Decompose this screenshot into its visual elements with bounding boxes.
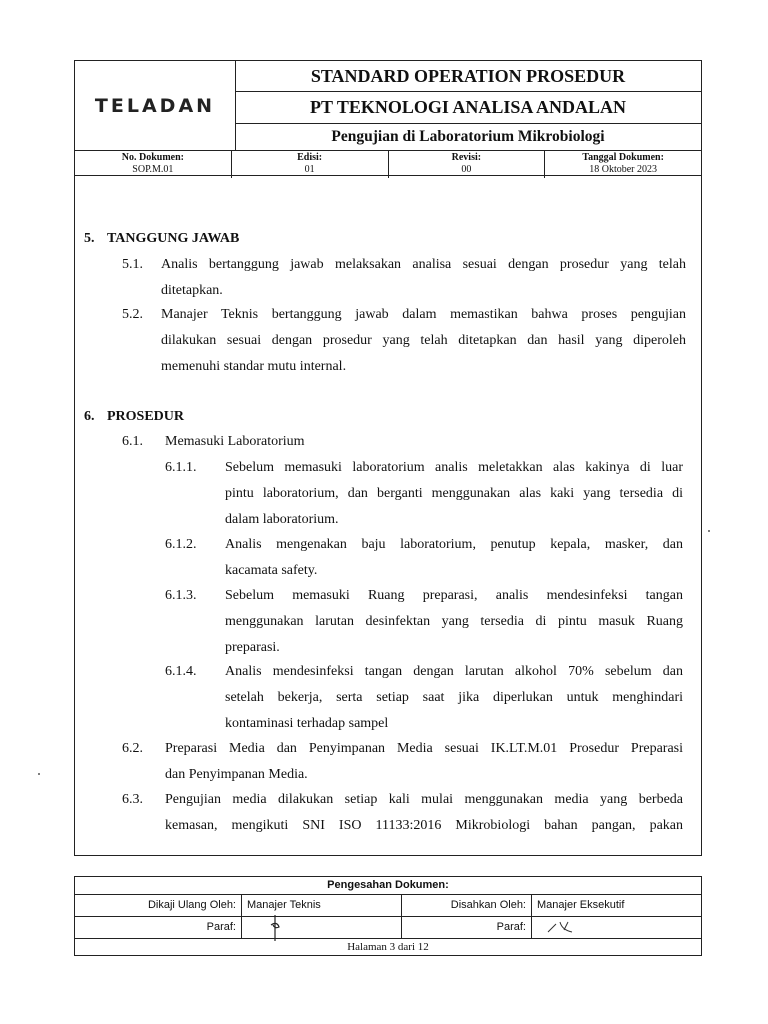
- item-6-1-1-line-3: dalam laboratorium.: [225, 512, 339, 527]
- approval-table: [74, 876, 702, 956]
- logo-cell: [75, 61, 236, 150]
- approval-title: Pengesahan Dokumen:: [327, 879, 449, 891]
- item-6-1-2-number: 6.1.2.: [165, 537, 197, 552]
- reviewed-by-value: Manajer Teknis: [242, 895, 402, 916]
- section-5-number: 5.: [84, 231, 95, 246]
- meta-label: Revisi:: [451, 152, 482, 163]
- meta-revision: [389, 151, 546, 178]
- reviewer-signature: [242, 917, 402, 938]
- meta-edition: [232, 151, 389, 178]
- item-6-3-line-2: kemasan, mengikuti SNI ISO 11133:2016 Mikrobiologi bahan pangan, pakan: [165, 818, 683, 833]
- meta-label: Tanggal Dokumen:: [582, 152, 664, 163]
- item-6-1-title: Memasuki Laboratorium: [165, 434, 305, 449]
- approved-by-value: Manajer Eksekutif: [537, 899, 625, 911]
- section-6-title: PROSEDUR: [107, 409, 185, 424]
- approval-paraf-row: [75, 917, 701, 939]
- item-6-1-2-line-1: Analis mengenakan baju laboratorium, penutup kepala, masker, dan: [225, 537, 683, 552]
- item-6-1-2-line-2: kacamata safety.: [225, 563, 318, 578]
- item-6-2-line-2: dan Penyimpanan Media.: [165, 767, 308, 782]
- item-6-3-number: 6.3.: [122, 792, 143, 807]
- item-5-1-line-2: ditetapkan.: [161, 283, 223, 298]
- item-6-1-number: 6.1.: [122, 434, 143, 449]
- document-meta-row: [75, 150, 701, 178]
- section-6-number: 6.: [84, 409, 95, 424]
- item-6-2-number: 6.2.: [122, 741, 143, 756]
- page-number: Halaman 3 dari 12: [347, 941, 429, 953]
- meta-label: Edisi:: [297, 152, 323, 163]
- reviewed-by-label: Dikaji Ulang Oleh:: [75, 895, 242, 916]
- meta-value: 00: [461, 164, 472, 175]
- item-6-2-line-1: Preparasi Media dan Penyimpanan Media sesuai IK.LT.M.01 Prosedur Preparasi: [165, 741, 683, 756]
- company-logo: TELADAN: [94, 94, 216, 117]
- approved-by-label: Disahkan Oleh:: [402, 895, 532, 916]
- approver-paraf-label: Paraf:: [402, 917, 532, 938]
- meta-value: 01: [304, 164, 315, 175]
- page-number-row: [75, 939, 701, 955]
- item-6-1-3-line-1: Sebelum memasuki Ruang preparasi, analis mendesinfeksi tangan: [225, 588, 683, 603]
- item-6-1-3-line-2: menggunakan larutan desinfektan yang tersedia di pintu masuk Ruang: [225, 614, 683, 629]
- section-5-title: TANGGUNG JAWAB: [107, 231, 240, 246]
- meta-doc-number: [75, 151, 232, 178]
- approver-signature: [532, 917, 701, 938]
- item-6-1-4-line-2: setelah bekerja, serta setiap saat jika diperlukan untuk menghindari: [225, 690, 683, 705]
- item-6-1-3-line-3: preparasi.: [225, 640, 280, 655]
- reviewer-paraf-label: Paraf:: [75, 917, 242, 938]
- item-6-1-4-line-3: kontaminasi terhadap sampel: [225, 716, 389, 731]
- reviewer-signature-mark: [267, 913, 307, 943]
- item-5-2-line-2: dilakukan sesuai dengan prosedur yang telah ditetapkan dan hasil yang diperoleh: [161, 333, 686, 348]
- item-5-2-number: 5.2.: [122, 307, 143, 322]
- meta-label: No. Dokumen:: [121, 152, 184, 163]
- item-6-1-4-line-1: Analis mendesinfeksi tangan dengan larutan alkohol 70% sebelum dan: [225, 664, 683, 679]
- item-6-1-4-number: 6.1.4.: [165, 664, 197, 679]
- item-6-1-3-number: 6.1.3.: [165, 588, 197, 603]
- scan-speck: [708, 530, 710, 532]
- item-6-1-1-line-2: pintu laboratorium, dan berganti menggunakan alas kaki yang tersedia di: [225, 486, 683, 501]
- scan-speck: [38, 773, 40, 775]
- meta-doc-date: [545, 151, 701, 178]
- meta-value: SOP.M.01: [132, 164, 174, 175]
- item-6-3-line-1: Pengujian media dilakukan setiap kali mulai menggunakan media yang berbeda: [165, 792, 683, 807]
- item-5-2-line-3: memenuhi standar mutu internal.: [161, 359, 347, 374]
- approval-names-row: [75, 895, 701, 917]
- document-subject: Pengujian di Laboratorium Mikrobiologi: [331, 127, 605, 145]
- document-type-title: STANDARD OPERATION PROSEDUR: [235, 61, 701, 92]
- approver-signature-mark: [546, 918, 596, 938]
- item-6-1-1-number: 6.1.1.: [165, 460, 197, 475]
- company-name: PT TEKNOLOGI ANALISA ANDALAN: [235, 91, 701, 124]
- meta-value: 18 Oktober 2023: [589, 164, 658, 175]
- item-6-1-1-line-1: Sebelum memasuki laboratorium analis meletakkan alas kakinya di luar: [225, 460, 683, 475]
- approval-title-row: [75, 877, 701, 895]
- item-5-1-number: 5.1.: [122, 257, 143, 272]
- item-5-2-line-1: Manajer Teknis bertanggung jawab dalam memastikan bahwa proses pengujian: [161, 307, 686, 322]
- document-header: [74, 60, 702, 176]
- item-5-1-line-1: Analis bertanggung jawab melaksakan analisa sesuai dengan prosedur yang telah: [161, 257, 686, 272]
